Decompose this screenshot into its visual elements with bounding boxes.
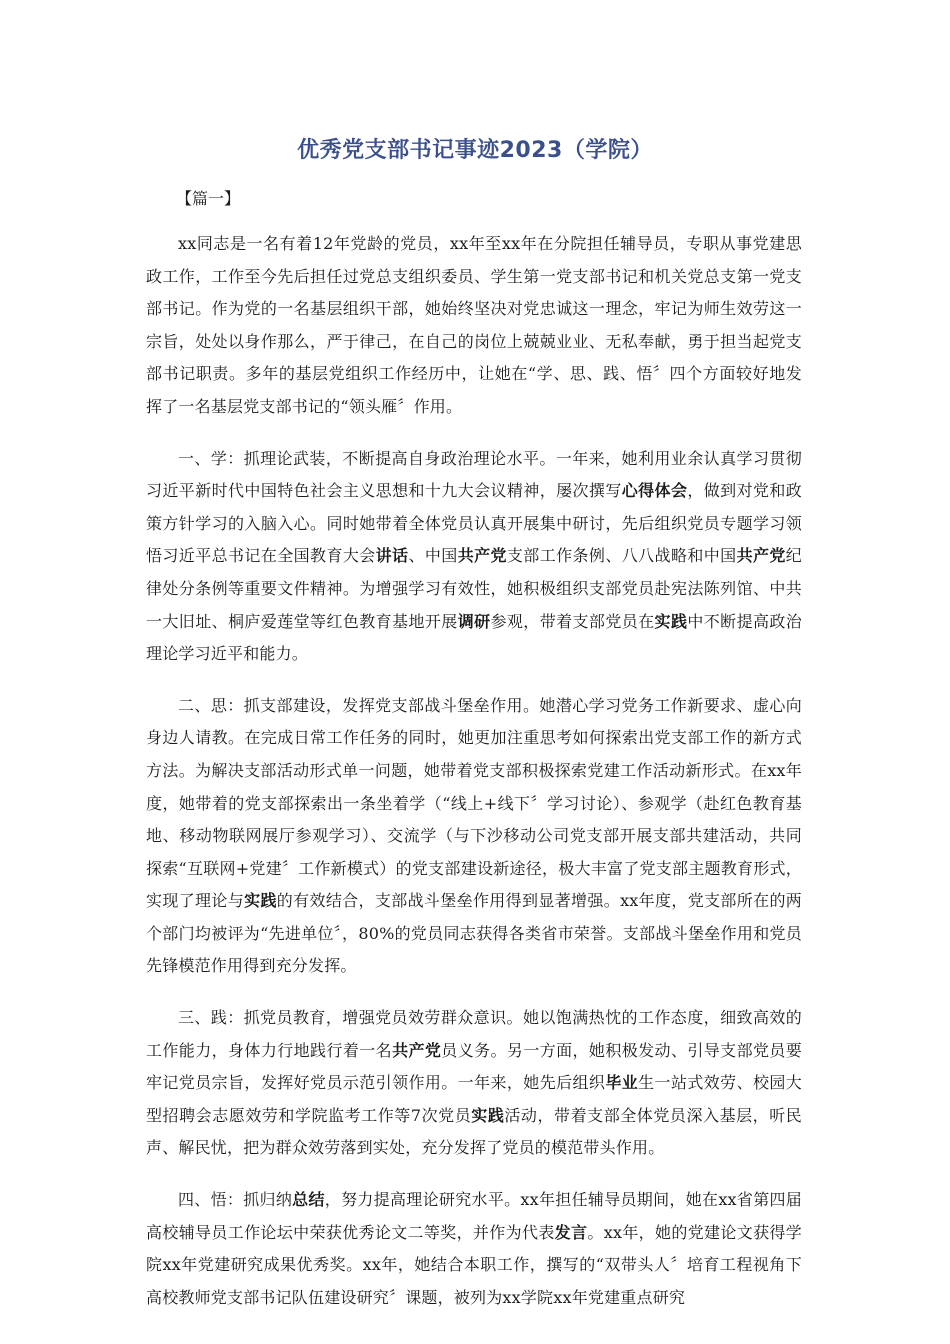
bold-text-run: 实践: [471, 1105, 505, 1125]
text-run: 员义务。另一方面，她积极发动、引导支部党员要牢记党员宗旨，发挥好党员示范引领作用。一年来，她先后组织: [146, 1040, 802, 1093]
bold-text-run: 调研: [457, 611, 491, 631]
document-body: [146, 228, 802, 1333]
bold-text-run: 发言: [554, 1222, 588, 1242]
text-run: 参观，带着支部党员在: [490, 611, 655, 631]
bold-text-run: 毕业: [605, 1073, 639, 1093]
bold-text-run: 总结: [292, 1190, 325, 1210]
bold-text-run: 讲话: [375, 546, 409, 566]
text-run: 纪律处分条例等重要文件精神。为增强学习有效性，她积极组织支部党员赴宪法陈列馆、中共一大旧址、桐庐爱莲堂等红色教育基地开展: [146, 546, 802, 631]
text-run: ，努力提高理论研究水平。xx年担任辅导员期间，她在xx省第四届高校辅导员工作论坛中荣获优秀论文二等奖，并作为代表: [146, 1190, 803, 1242]
text-run: ，做到对党和政策方针学习的入脑入心。同时她带着全体党员认真开展集中研讨，先后组织党员专题学习领悟习近平总书记在全国教育大会: [146, 481, 802, 566]
text-run: 支部工作条例、八八战略和中国: [506, 546, 737, 566]
body-paragraph: [146, 443, 802, 671]
text-run: 。xx年，她的党建论文获得学院xx年党建研究成果优秀奖。xx年，她结合本职工作，撰写的“双带头人〞培育工程视角下高校教师党支部书记队伍建设研究〞课题，被列为xx学院xx年党建重点研究: [146, 1222, 802, 1307]
text-run: 四、悟：抓归纳: [178, 1190, 293, 1210]
text-run: 一、学：抓理论武装，不断提高自身政治理论水平。一年来，她利用业余认真学习贯彻习近平新时代中国特色社会主义思想和十九大会议精神，屡次撰写: [146, 448, 802, 501]
bold-text-run: 实践: [244, 891, 277, 911]
body-paragraph: [146, 1002, 802, 1165]
bold-text-run: 共产党: [457, 546, 507, 566]
text-run: 、中国: [408, 546, 458, 566]
body-paragraph: [146, 228, 802, 424]
text-run: 活动，带着支部全体党员深入基层，听民声、解民忧，把为群众效劳落到实处，充分发挥了党员的模范带头作用。: [146, 1105, 802, 1158]
text-run: 二、思：抓支部建设，发挥党支部战斗堡垒作用。她潜心学习党务工作新要求、虚心向身边人请教。在完成日常工作任务的同时，她更加注重思考如何探索出党支部工作的新方式方法。为解决支部活动形式单一问题，她带着党支部积极探索党建工作活动新形式。在xx年度，她带着的党支部探索出一条坐着学（“线上+线下〞学习讨论）、参观学（赴红色教育基地、移动物联网展厅参观学习）、交流学（与下沙移动公司党支部开展支部共建活动，共同探索“互联网+党建〞工作新模式）的党支部建设新途径，极大丰富了党支部主题教育形式，实现了理论与: [146, 695, 802, 911]
text-run: 三、践：抓党员教育，增强党员效劳群众意识。她以饱满热忱的工作态度，细致高效的工作能力，身体力行地践行着一名: [146, 1008, 802, 1060]
bold-text-run: 共产党: [736, 546, 786, 566]
body-paragraph: [146, 690, 802, 983]
text-run: xx同志是一名有着12年党龄的党员，xx年至xx年在分院担任辅导员，专职从事党建思政工作，工作至今先后担任过党总支组织委员、学生第一党支部书记和机关党总支第一党支部书记。作为党的一名基层组织干部，她始终坚决对党忠诚这一理念，牢记为师生效劳这一宗旨，处处以身作那么，严于律己，在自己的岗位上兢兢业业、无私奉献，勇于担当起党支部书记职责。多年的基层党组织工作经历中，让她在“学、思、践、悟〞四个方面较好地发挥了一名基层党支部书记的“领头雁〞作用。: [146, 234, 802, 416]
document-title: 优秀党支部书记事迹2023（学院）: [297, 138, 653, 163]
text-run: 的有效结合，支部战斗堡垒作用得到显著增强。xx年度，党支部所在的两个部门均被评为“先进单位〞，80%的党员同志获得各类省市荣誉。支部战斗堡垒作用和党员先锋模范作用得到充分发挥。: [146, 891, 803, 976]
body-paragraph: [146, 1184, 802, 1314]
text-run: 中不断提高政治理论学习近平和能力。: [146, 611, 802, 664]
text-run: 生一站式效劳、校园大型招聘会志愿效劳和学院监考工作等7次党员: [146, 1073, 802, 1125]
bold-text-run: 共产党: [392, 1040, 442, 1060]
bold-text-run: 实践: [654, 611, 688, 631]
bold-text-run: 心得体会: [621, 481, 688, 501]
section-label: 【篇一】: [176, 189, 241, 208]
